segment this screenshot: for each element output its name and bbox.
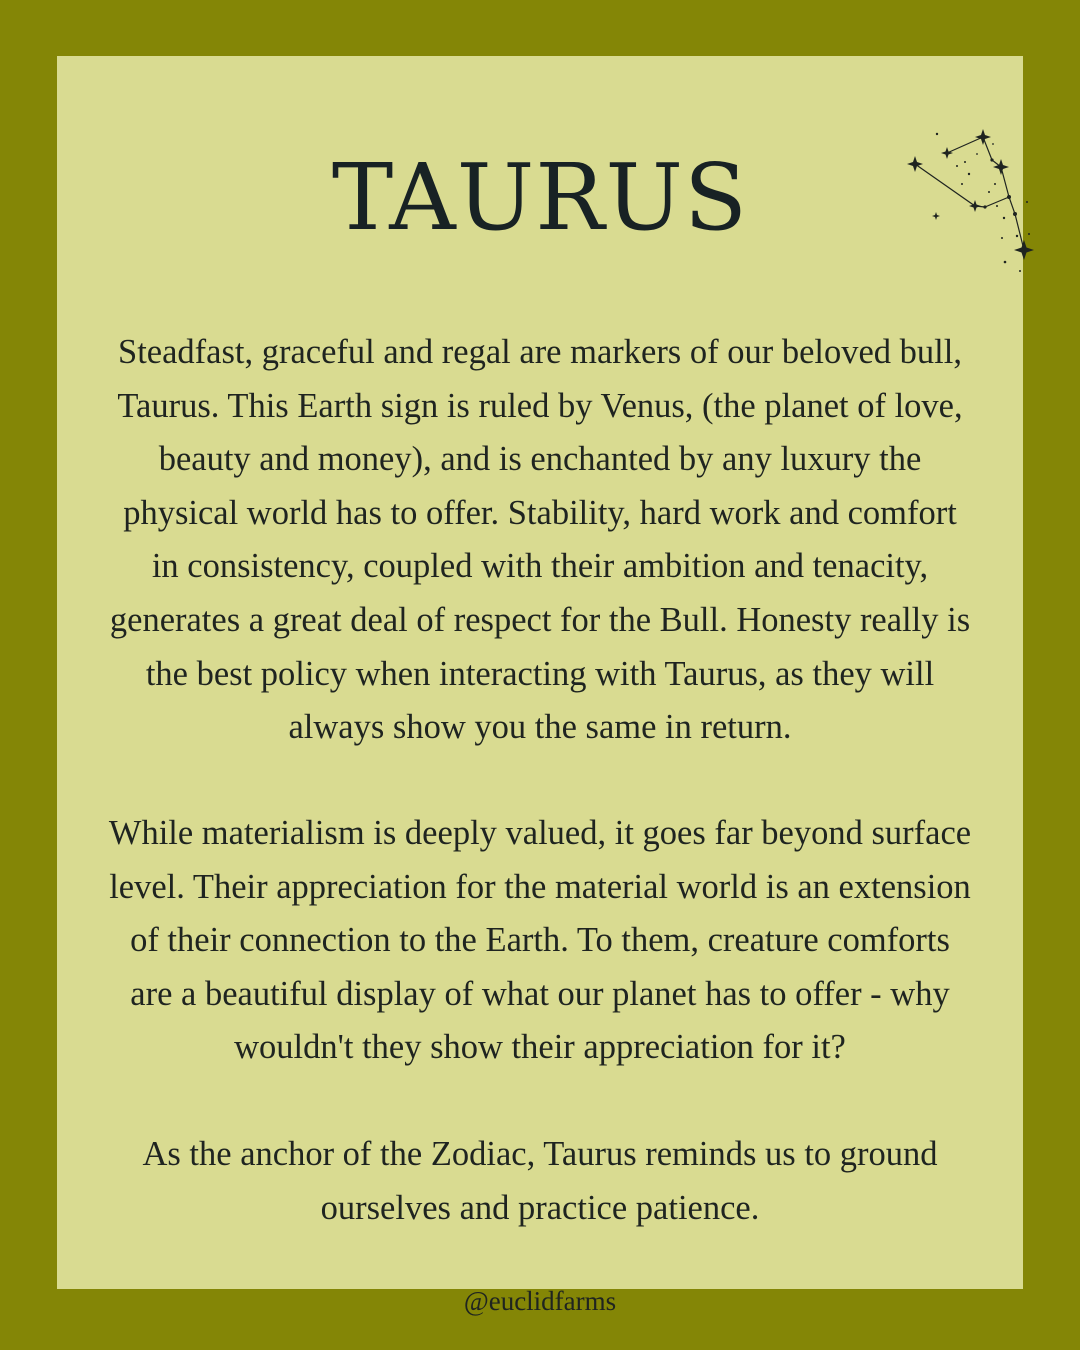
text-line: Steadfast, graceful and regal are markers of our beloved bull, <box>118 333 962 371</box>
page-title: TAURUS <box>331 144 749 251</box>
text-line: beauty and money), and is enchanted by any luxury the <box>158 440 922 479</box>
text-line: are a beautiful display of what our planet has to offer - why <box>130 974 950 1013</box>
text-line: Taurus. This Earth sign is ruled by Venus, (the planet of love, <box>117 386 963 425</box>
text-line: of their connection to the Earth. To them, creature comforts <box>130 921 950 960</box>
text-line: As the anchor of the Zodiac, Taurus reminds us to ground <box>142 1135 938 1173</box>
text-line: physical world has to offer. Stability, hard work and comfort <box>123 493 957 532</box>
text-line: wouldn't they show their appreciation for it? <box>234 1028 846 1067</box>
text-line: always show you the same in return. <box>288 708 792 747</box>
paragraph-intro <box>57 326 1023 755</box>
paragraph-materialism <box>57 807 1023 1075</box>
text-line: generates a great deal of respect for the Bull. Honesty really is <box>109 600 971 639</box>
text-line: ourselves and practice patience. <box>320 1188 760 1227</box>
paragraph-anchor <box>57 1128 1023 1235</box>
social-handle: @euclidfarms <box>463 1286 617 1316</box>
text-line: in consistency, coupled with their ambition and tenacity, <box>151 547 929 586</box>
text-line: level. Their appreciation for the material world is an extension <box>109 867 971 906</box>
content-card <box>57 56 1023 1316</box>
taurus-constellation-icon <box>907 126 1037 286</box>
text-line: the best policy when interacting with Taurus, as they will <box>145 654 935 693</box>
text-line: While materialism is deeply valued, it goes far beyond surface <box>108 814 972 852</box>
